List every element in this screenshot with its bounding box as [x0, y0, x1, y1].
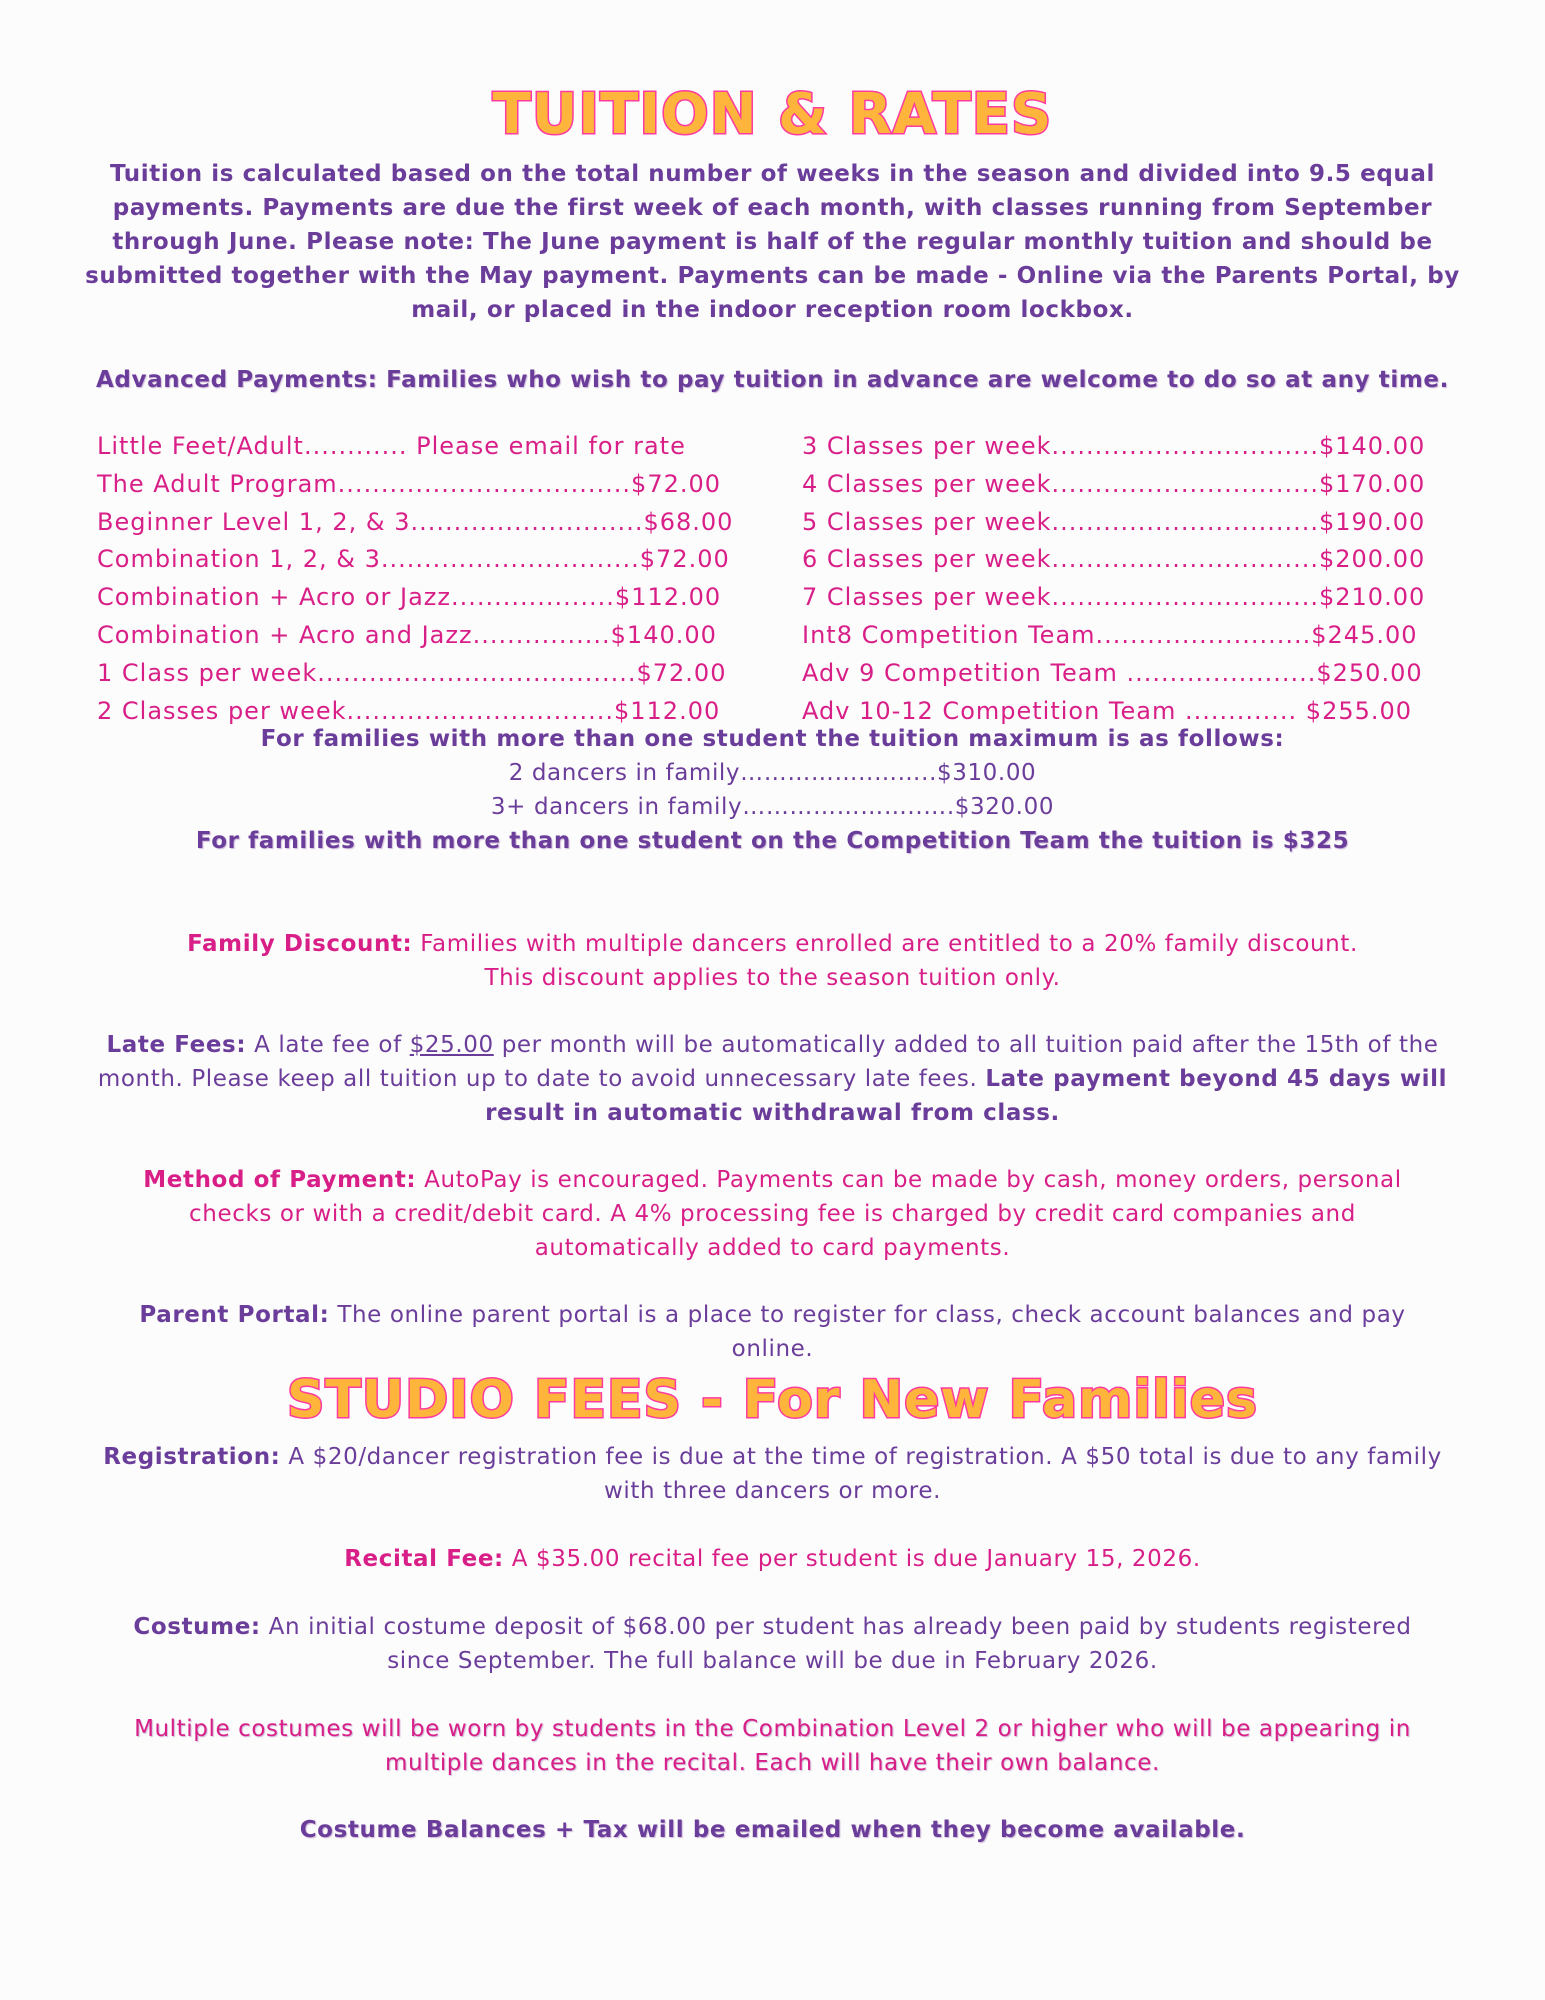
- parent-portal-label: Parent Portal:: [139, 1302, 330, 1328]
- rate-row: 5 Classes per week...............................$190.00: [802, 507, 1426, 536]
- method-of-payment-section: [130, 1163, 1415, 1265]
- registration-label: Registration:: [103, 1444, 281, 1470]
- studio-fees-title: STUDIO FEES - For New Families: [286, 1370, 1259, 1430]
- rate-row: Beginner Level 1, 2, & 3...........................$68.00: [97, 507, 734, 536]
- rate-row: Combination 1, 2, & 3..............................$72.00: [97, 545, 730, 574]
- late-fees-section: [95, 1028, 1450, 1130]
- recital-fee-section: [60, 1542, 1485, 1576]
- family-max-two-dancers: 2 dancers in family……………..……..$310.00: [508, 760, 1037, 786]
- rates-left-column: [97, 428, 747, 730]
- method-of-payment-text: AutoPay is encouraged. Payments can be made by cash, money orders, personal checks or with a credit/debit card. A 4% processing fee is charged by credit card companies and automatically added to card payments.: [189, 1167, 1402, 1261]
- family-discount-section: [60, 927, 1485, 995]
- registration-section: [95, 1440, 1450, 1508]
- costume-section: [120, 1610, 1425, 1678]
- late-fees-text-b: per month will be automatically added to all tuition paid after the 15th of the month. Please keep all tuition up to date to avoid unnecessary late fees.: [97, 1032, 1439, 1092]
- costume-text: An initial costume deposit of $68.00 per student has already been paid by students registered since September. The full balance will be due in February 2026.: [268, 1614, 1412, 1674]
- rate-row: Int8 Competition Team.........................$245.00: [802, 620, 1418, 649]
- late-fees-label: Late Fees:: [106, 1032, 247, 1058]
- rate-row: Combination + Acro or Jazz...................$112.00: [97, 583, 722, 612]
- costume-label: Costume:: [133, 1614, 261, 1640]
- tuition-intro: Tuition is calculated based on the total number of weeks in the season and divided into 9.5 equal payments. Payments are due the first week of each month, with classes running from September through June. Please note: The June payment is half of the regular monthly tuition and should be submitted together with the May payment. Payments can be made - Online via the Parents Portal, by mail, or placed in the indoor reception room lockbox.: [85, 161, 1460, 323]
- costume-balances-note: Costume Balances + Tax will be emailed when they become available.: [299, 1817, 1246, 1843]
- late-fee-amount: $25.00: [409, 1032, 494, 1058]
- family-discount-text-2: This discount applies to the season tuition only.: [484, 965, 1061, 991]
- multiple-costumes-note: Multiple costumes will be worn by students in the Combination Level 2 or higher who will be appearing in multiple dances in the recital. Each will have their own balance.: [134, 1716, 1411, 1776]
- family-discount-text: Families with multiple dancers enrolled are entitled to a 20% family discount.: [420, 931, 1358, 957]
- rate-row: 4 Classes per week...............................$170.00: [802, 469, 1426, 498]
- advanced-payments-note: Advanced Payments: Families who wish to pay tuition in advance are welcome to do so at any time.: [96, 367, 1449, 393]
- rate-row: Adv 9 Competition Team ......................$250.00: [802, 658, 1423, 687]
- rate-row: 2 Classes per week...............................$112.00: [97, 696, 721, 725]
- rate-row: 3 Classes per week...............................$140.00: [802, 432, 1426, 460]
- family-max-heading: For families with more than one student the tuition maximum is as follows:: [260, 726, 1285, 752]
- registration-text: A $20/dancer registration fee is due at the time of registration. A $50 total is due to any family with three dancers or more.: [288, 1444, 1442, 1504]
- family-max-three-dancers: 3+ dancers in family…………………..….$320.00: [490, 794, 1055, 820]
- rate-row: The Adult Program..................................$72.00: [97, 469, 722, 498]
- family-discount-label: Family Discount:: [187, 931, 413, 957]
- rate-row: 7 Classes per week...............................$210.00: [802, 583, 1426, 612]
- rates-right-column: [802, 428, 1462, 730]
- recital-fee-label: Recital Fee:: [344, 1546, 504, 1572]
- tuition-title: TUITION & RATES: [492, 82, 1053, 147]
- recital-fee-text: A $35.00 recital fee per student is due January 15, 2026.: [511, 1546, 1201, 1572]
- method-of-payment-label: Method of Payment:: [143, 1167, 417, 1193]
- parent-portal-section: [110, 1298, 1435, 1366]
- late-payment-warning: Late payment beyond 45 days will result in automatic withdrawal from class.: [485, 1066, 1448, 1126]
- rate-row: 6 Classes per week...............................$200.00: [802, 545, 1426, 574]
- rate-row: Adv 10-12 Competition Team ............. $255.00: [802, 696, 1413, 725]
- late-fees-text-a: A late fee of: [254, 1032, 402, 1058]
- rate-row: Little Feet/Adult............ Please email for rate: [97, 432, 686, 460]
- competition-team-note: For families with more than one student on the Competition Team the tuition is $325: [195, 828, 1350, 854]
- parent-portal-text: The online parent portal is a place to register for class, check account balances and pay online.: [337, 1302, 1406, 1362]
- rate-row: Combination + Acro and Jazz................$140.00: [97, 620, 717, 649]
- rate-row: 1 Class per week.....................................$72.00: [97, 658, 727, 687]
